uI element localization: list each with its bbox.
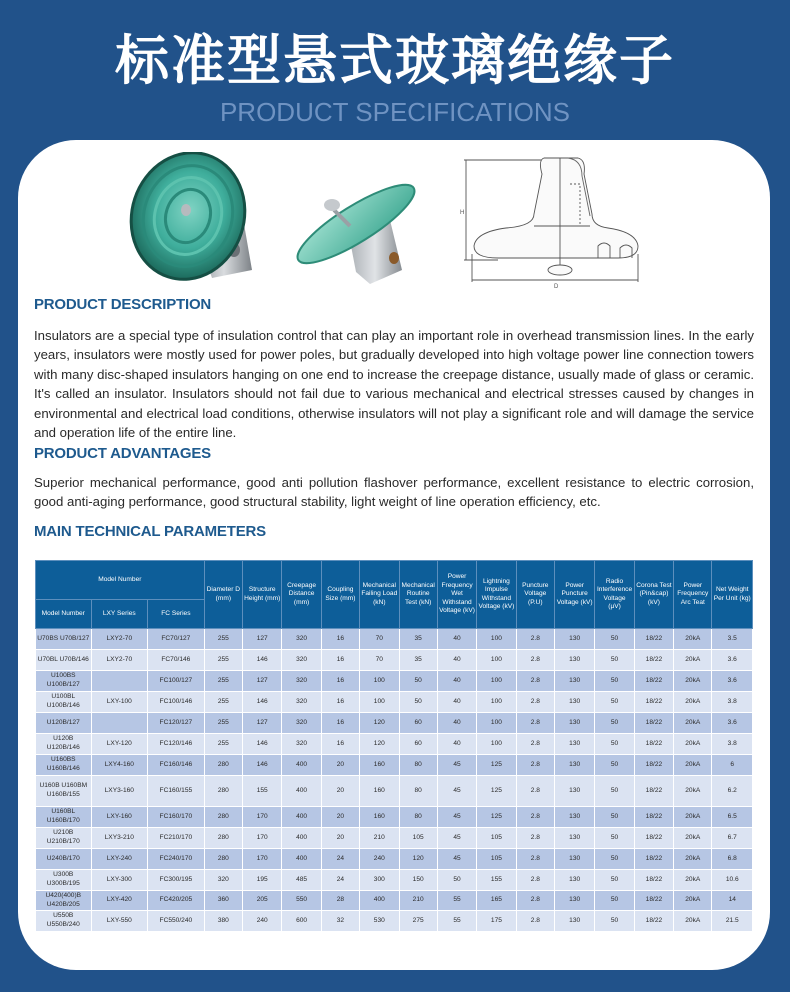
value-cell: 550 [282,891,321,911]
fc-series-header: FC Series [148,600,205,629]
value-cell: 60 [399,713,437,734]
value-cell: 6.7 [712,828,753,849]
value-cell: 16 [321,671,359,692]
value-cell: 40 [437,629,476,650]
fc-series-cell: FC420/205 [148,891,205,911]
value-cell: 16 [321,650,359,671]
value-cell: 16 [321,734,359,755]
value-cell: 100 [360,692,399,713]
value-cell: 28 [321,891,359,911]
value-cell: 45 [437,755,476,776]
value-cell: 170 [243,828,282,849]
insulator-technical-drawing [458,154,658,290]
table-row [36,870,753,891]
model-cell: U100BS U100B/127 [36,671,92,692]
value-cell: 2.8 [516,671,554,692]
table-row [36,692,753,713]
value-cell: 16 [321,629,359,650]
table-row [36,776,753,807]
value-cell: 100 [477,713,516,734]
fc-series-cell: FC120/127 [148,713,205,734]
value-cell: 127 [243,671,282,692]
value-cell: 100 [477,734,516,755]
value-cell: 280 [204,776,242,807]
value-cell: 18/22 [634,692,673,713]
table-row [36,650,753,671]
value-cell: 55 [437,891,476,911]
value-cell: 20kA [674,713,712,734]
fc-series-cell: FC70/146 [148,650,205,671]
value-cell: 24 [321,849,359,870]
column-header: Power Puncture Voltage (kV) [554,561,594,629]
value-cell: 18/22 [634,713,673,734]
value-cell: 160 [360,755,399,776]
value-cell: 50 [399,671,437,692]
value-cell: 16 [321,713,359,734]
value-cell: 320 [282,671,321,692]
value-cell: 70 [360,629,399,650]
value-cell: 130 [554,734,594,755]
value-cell: 3.6 [712,650,753,671]
value-cell: 18/22 [634,891,673,911]
model-cell: U70BS U70B/127 [36,629,92,650]
value-cell: 127 [243,713,282,734]
value-cell: 18/22 [634,776,673,807]
value-cell: 6.2 [712,776,753,807]
value-cell: 125 [477,755,516,776]
value-cell: 45 [437,849,476,870]
value-cell: 130 [554,629,594,650]
value-cell: 2.8 [516,911,554,932]
value-cell: 18/22 [634,849,673,870]
column-header: Diameter D (mm) [204,561,242,629]
lxy-series-cell: LXY3-160 [91,776,148,807]
value-cell: 360 [204,891,242,911]
value-cell: 10.6 [712,870,753,891]
value-cell: 146 [243,755,282,776]
fc-series-cell: FC160/155 [148,776,205,807]
value-cell: 105 [477,828,516,849]
value-cell: 150 [399,870,437,891]
value-cell: 20kA [674,734,712,755]
value-cell: 155 [477,870,516,891]
height-label: H [460,210,465,216]
lxy-series-header: LXY Series [91,600,148,629]
diameter-label: D [554,284,559,290]
parameters-table [35,560,753,932]
value-cell: 320 [204,870,242,891]
lxy-series-cell: LXY2-70 [91,650,148,671]
value-cell: 127 [243,629,282,650]
value-cell: 240 [243,911,282,932]
value-cell: 146 [243,650,282,671]
value-cell: 80 [399,755,437,776]
lxy-series-cell: LXY-300 [91,870,148,891]
value-cell: 255 [204,734,242,755]
value-cell: 280 [204,828,242,849]
value-cell: 50 [595,891,634,911]
value-cell: 2.8 [516,828,554,849]
table-row [36,911,753,932]
description-title: PRODUCT DESCRIPTION [34,296,212,313]
model-cell: U420(400)B U420B/205 [36,891,92,911]
lxy-series-cell: LXY2-70 [91,629,148,650]
value-cell: 6.8 [712,849,753,870]
value-cell: 155 [243,776,282,807]
value-cell: 60 [399,734,437,755]
value-cell: 120 [360,734,399,755]
value-cell: 20kA [674,870,712,891]
value-cell: 50 [595,911,634,932]
value-cell: 165 [477,891,516,911]
value-cell: 16 [321,692,359,713]
value-cell: 35 [399,629,437,650]
fc-series-cell: FC160/146 [148,755,205,776]
value-cell: 20kA [674,629,712,650]
value-cell: 35 [399,650,437,671]
parameters-table-body [36,629,753,932]
value-cell: 18/22 [634,629,673,650]
value-cell: 14 [712,891,753,911]
value-cell: 20kA [674,911,712,932]
column-header: Structure Height (mm) [243,561,282,629]
table-row [36,671,753,692]
value-cell: 400 [360,891,399,911]
value-cell: 50 [595,650,634,671]
value-cell: 20 [321,755,359,776]
value-cell: 2.8 [516,713,554,734]
table-row [36,807,753,828]
value-cell: 400 [282,755,321,776]
value-cell: 40 [437,650,476,671]
value-cell: 160 [360,776,399,807]
value-cell: 3.8 [712,692,753,713]
value-cell: 2.8 [516,755,554,776]
value-cell: 130 [554,776,594,807]
value-cell: 2.8 [516,629,554,650]
product-images [18,140,770,290]
fc-series-cell: FC120/146 [148,734,205,755]
value-cell: 280 [204,807,242,828]
model-cell: U120B U120B/146 [36,734,92,755]
description-text: Insulators are a special type of insulation control that can play an important role in overhead transmission lines. In the early years, insulators were mostly used for power poles, but gradually developed into high voltage power line connection towers with many disc-shaped insulators hanging on one end to increase the creepage distance, usually made of glass or ceramic. It's called an insulator. Insulators should not fail due to various mechanical and electrical stresses caused by changes in environmental and electrical load conditions, otherwise insulators will not play a significant role and will damage the service and operation life of the entire line. [34,328,754,441]
value-cell: 20kA [674,671,712,692]
value-cell: 20 [321,807,359,828]
value-cell: 18/22 [634,671,673,692]
value-cell: 130 [554,692,594,713]
value-cell: 2.8 [516,891,554,911]
value-cell: 100 [477,692,516,713]
value-cell: 400 [282,807,321,828]
column-header: Power Frequency Arc Teat [674,561,712,629]
value-cell: 130 [554,755,594,776]
value-cell: 130 [554,671,594,692]
column-header: Lightning Impulse Withstand Voltage (kV) [477,561,516,629]
value-cell: 255 [204,713,242,734]
column-header: Corona Test (Pin&cap) (kV) [634,561,673,629]
value-cell: 2.8 [516,692,554,713]
value-cell: 210 [360,828,399,849]
value-cell: 50 [595,629,634,650]
value-cell: 210 [399,891,437,911]
page-subtitle: PRODUCT SPECIFICATIONS [219,97,571,127]
value-cell: 24 [321,870,359,891]
value-cell: 320 [282,650,321,671]
value-cell: 20kA [674,807,712,828]
value-cell: 80 [399,776,437,807]
value-cell: 320 [282,629,321,650]
lxy-series-cell [91,713,148,734]
value-cell: 2.8 [516,849,554,870]
value-cell: 275 [399,911,437,932]
fc-series-cell: FC240/170 [148,849,205,870]
model-cell: U300B U300B/195 [36,870,92,891]
value-cell: 130 [554,828,594,849]
value-cell: 485 [282,870,321,891]
value-cell: 20 [321,828,359,849]
fc-series-cell: FC160/170 [148,807,205,828]
value-cell: 2.8 [516,776,554,807]
value-cell: 3.6 [712,713,753,734]
column-header: Net Weight Per Unit (kg) [712,561,753,629]
value-cell: 50 [595,870,634,891]
value-cell: 3.5 [712,629,753,650]
lxy-series-cell: LXY4-160 [91,755,148,776]
value-cell: 400 [282,776,321,807]
value-cell: 400 [282,828,321,849]
value-cell: 50 [595,849,634,870]
value-cell: 40 [437,671,476,692]
value-cell: 105 [399,828,437,849]
value-cell: 100 [477,671,516,692]
value-cell: 120 [360,713,399,734]
value-cell: 18/22 [634,828,673,849]
value-cell: 50 [437,870,476,891]
value-cell: 20 [321,776,359,807]
advantages-title: PRODUCT ADVANTAGES [34,445,211,462]
value-cell: 18/22 [634,911,673,932]
parameters-title: MAIN TECHNICAL PARAMETERS [34,523,266,540]
value-cell: 160 [360,807,399,828]
value-cell: 255 [204,629,242,650]
column-header: Mechanical Routine Test (kN) [399,561,437,629]
value-cell: 3.8 [712,734,753,755]
fc-series-cell: FC100/146 [148,692,205,713]
value-cell: 530 [360,911,399,932]
value-cell: 18/22 [634,870,673,891]
value-cell: 100 [477,650,516,671]
value-cell: 20kA [674,891,712,911]
value-cell: 130 [554,911,594,932]
value-cell: 45 [437,828,476,849]
value-cell: 20kA [674,776,712,807]
value-cell: 2.8 [516,650,554,671]
lxy-series-cell: LXY-100 [91,692,148,713]
value-cell: 50 [595,671,634,692]
lxy-series-cell: LXY-240 [91,849,148,870]
lxy-series-cell: LXY-160 [91,807,148,828]
model-number-group-header: Model Number [36,561,205,600]
page-title: 标准型悬式玻璃绝缘子 [115,29,675,92]
value-cell: 70 [360,650,399,671]
value-cell: 320 [282,692,321,713]
fc-series-cell: FC210/170 [148,828,205,849]
column-header: Mechanical Failing Load (kN) [360,561,399,629]
value-cell: 18/22 [634,807,673,828]
value-cell: 32 [321,911,359,932]
column-header: Power Frequency Wet Withstand Voltage (kV) [437,561,476,629]
value-cell: 50 [595,734,634,755]
value-cell: 50 [595,828,634,849]
value-cell: 130 [554,713,594,734]
value-cell: 120 [399,849,437,870]
value-cell: 55 [437,911,476,932]
glass-insulator-front-photo [126,152,262,286]
value-cell: 20kA [674,650,712,671]
value-cell: 130 [554,891,594,911]
value-cell: 130 [554,650,594,671]
value-cell: 255 [204,650,242,671]
value-cell: 400 [282,849,321,870]
model-cell: U240B/170 [36,849,92,870]
table-row [36,734,753,755]
fc-series-cell: FC300/195 [148,870,205,891]
value-cell: 50 [595,807,634,828]
glass-insulator-side-photo [290,172,426,290]
value-cell: 50 [595,755,634,776]
value-cell: 600 [282,911,321,932]
table-row [36,828,753,849]
value-cell: 20kA [674,755,712,776]
value-cell: 175 [477,911,516,932]
value-cell: 18/22 [634,734,673,755]
value-cell: 18/22 [634,650,673,671]
lxy-series-cell: LXY-120 [91,734,148,755]
value-cell: 50 [399,692,437,713]
value-cell: 40 [437,713,476,734]
value-cell: 125 [477,776,516,807]
column-header: Puncture Voltage (P.U) [516,561,554,629]
value-cell: 130 [554,849,594,870]
value-cell: 240 [360,849,399,870]
value-cell: 2.8 [516,807,554,828]
value-cell: 255 [204,671,242,692]
value-cell: 20kA [674,692,712,713]
value-cell: 40 [437,692,476,713]
value-cell: 100 [360,671,399,692]
model-cell: U100BL U100B/146 [36,692,92,713]
value-cell: 280 [204,755,242,776]
table-row [36,713,753,734]
value-cell: 21.5 [712,911,753,932]
lxy-series-cell: LXY-550 [91,911,148,932]
model-cell: U160BL U160B/170 [36,807,92,828]
value-cell: 50 [595,776,634,807]
value-cell: 146 [243,692,282,713]
value-cell: 45 [437,776,476,807]
value-cell: 125 [477,807,516,828]
value-cell: 300 [360,870,399,891]
value-cell: 280 [204,849,242,870]
value-cell: 6 [712,755,753,776]
model-cell: U550B U550B/240 [36,911,92,932]
lxy-series-cell: LXY3-210 [91,828,148,849]
fc-series-cell: FC550/240 [148,911,205,932]
table-row [36,891,753,911]
value-cell: 205 [243,891,282,911]
fc-series-cell: FC70/127 [148,629,205,650]
value-cell: 320 [282,713,321,734]
model-cell: U210B U210B/170 [36,828,92,849]
value-cell: 105 [477,849,516,870]
value-cell: 255 [204,692,242,713]
value-cell: 2.8 [516,734,554,755]
model-cell: U160B U160BM U160B/155 [36,776,92,807]
lxy-series-cell [91,671,148,692]
value-cell: 320 [282,734,321,755]
value-cell: 50 [595,692,634,713]
value-cell: 2.8 [516,870,554,891]
table-row [36,849,753,870]
value-cell: 50 [595,713,634,734]
column-header: Creepage Distance (mm) [282,561,321,629]
advantages-text: Superior mechanical performance, good anti pollution flashover performance, excellent resistance to electric corrosion, good anti-aging performance, good structural stability, light weight of line operation efficiency, etc. [34,475,754,510]
value-cell: 20kA [674,849,712,870]
value-cell: 40 [437,734,476,755]
lxy-series-cell: LXY-420 [91,891,148,911]
value-cell: 6.5 [712,807,753,828]
column-header: Radio Interference Voltage (μV) [595,561,634,629]
value-cell: 195 [243,870,282,891]
model-cell: U160BS U160B/146 [36,755,92,776]
table-row [36,755,753,776]
value-cell: 130 [554,807,594,828]
value-cell: 45 [437,807,476,828]
value-cell: 20kA [674,828,712,849]
column-header: Coupling Size (mm) [321,561,359,629]
value-cell: 3.6 [712,671,753,692]
value-cell: 18/22 [634,755,673,776]
fc-series-cell: FC100/127 [148,671,205,692]
content-card [18,140,770,970]
value-cell: 130 [554,870,594,891]
value-cell: 170 [243,807,282,828]
value-cell: 170 [243,849,282,870]
table-row [36,629,753,650]
model-number-header: Model Number [36,600,92,629]
model-cell: U120B/127 [36,713,92,734]
model-cell: U70BL U70B/146 [36,650,92,671]
value-cell: 146 [243,734,282,755]
value-cell: 380 [204,911,242,932]
value-cell: 100 [477,629,516,650]
value-cell: 80 [399,807,437,828]
